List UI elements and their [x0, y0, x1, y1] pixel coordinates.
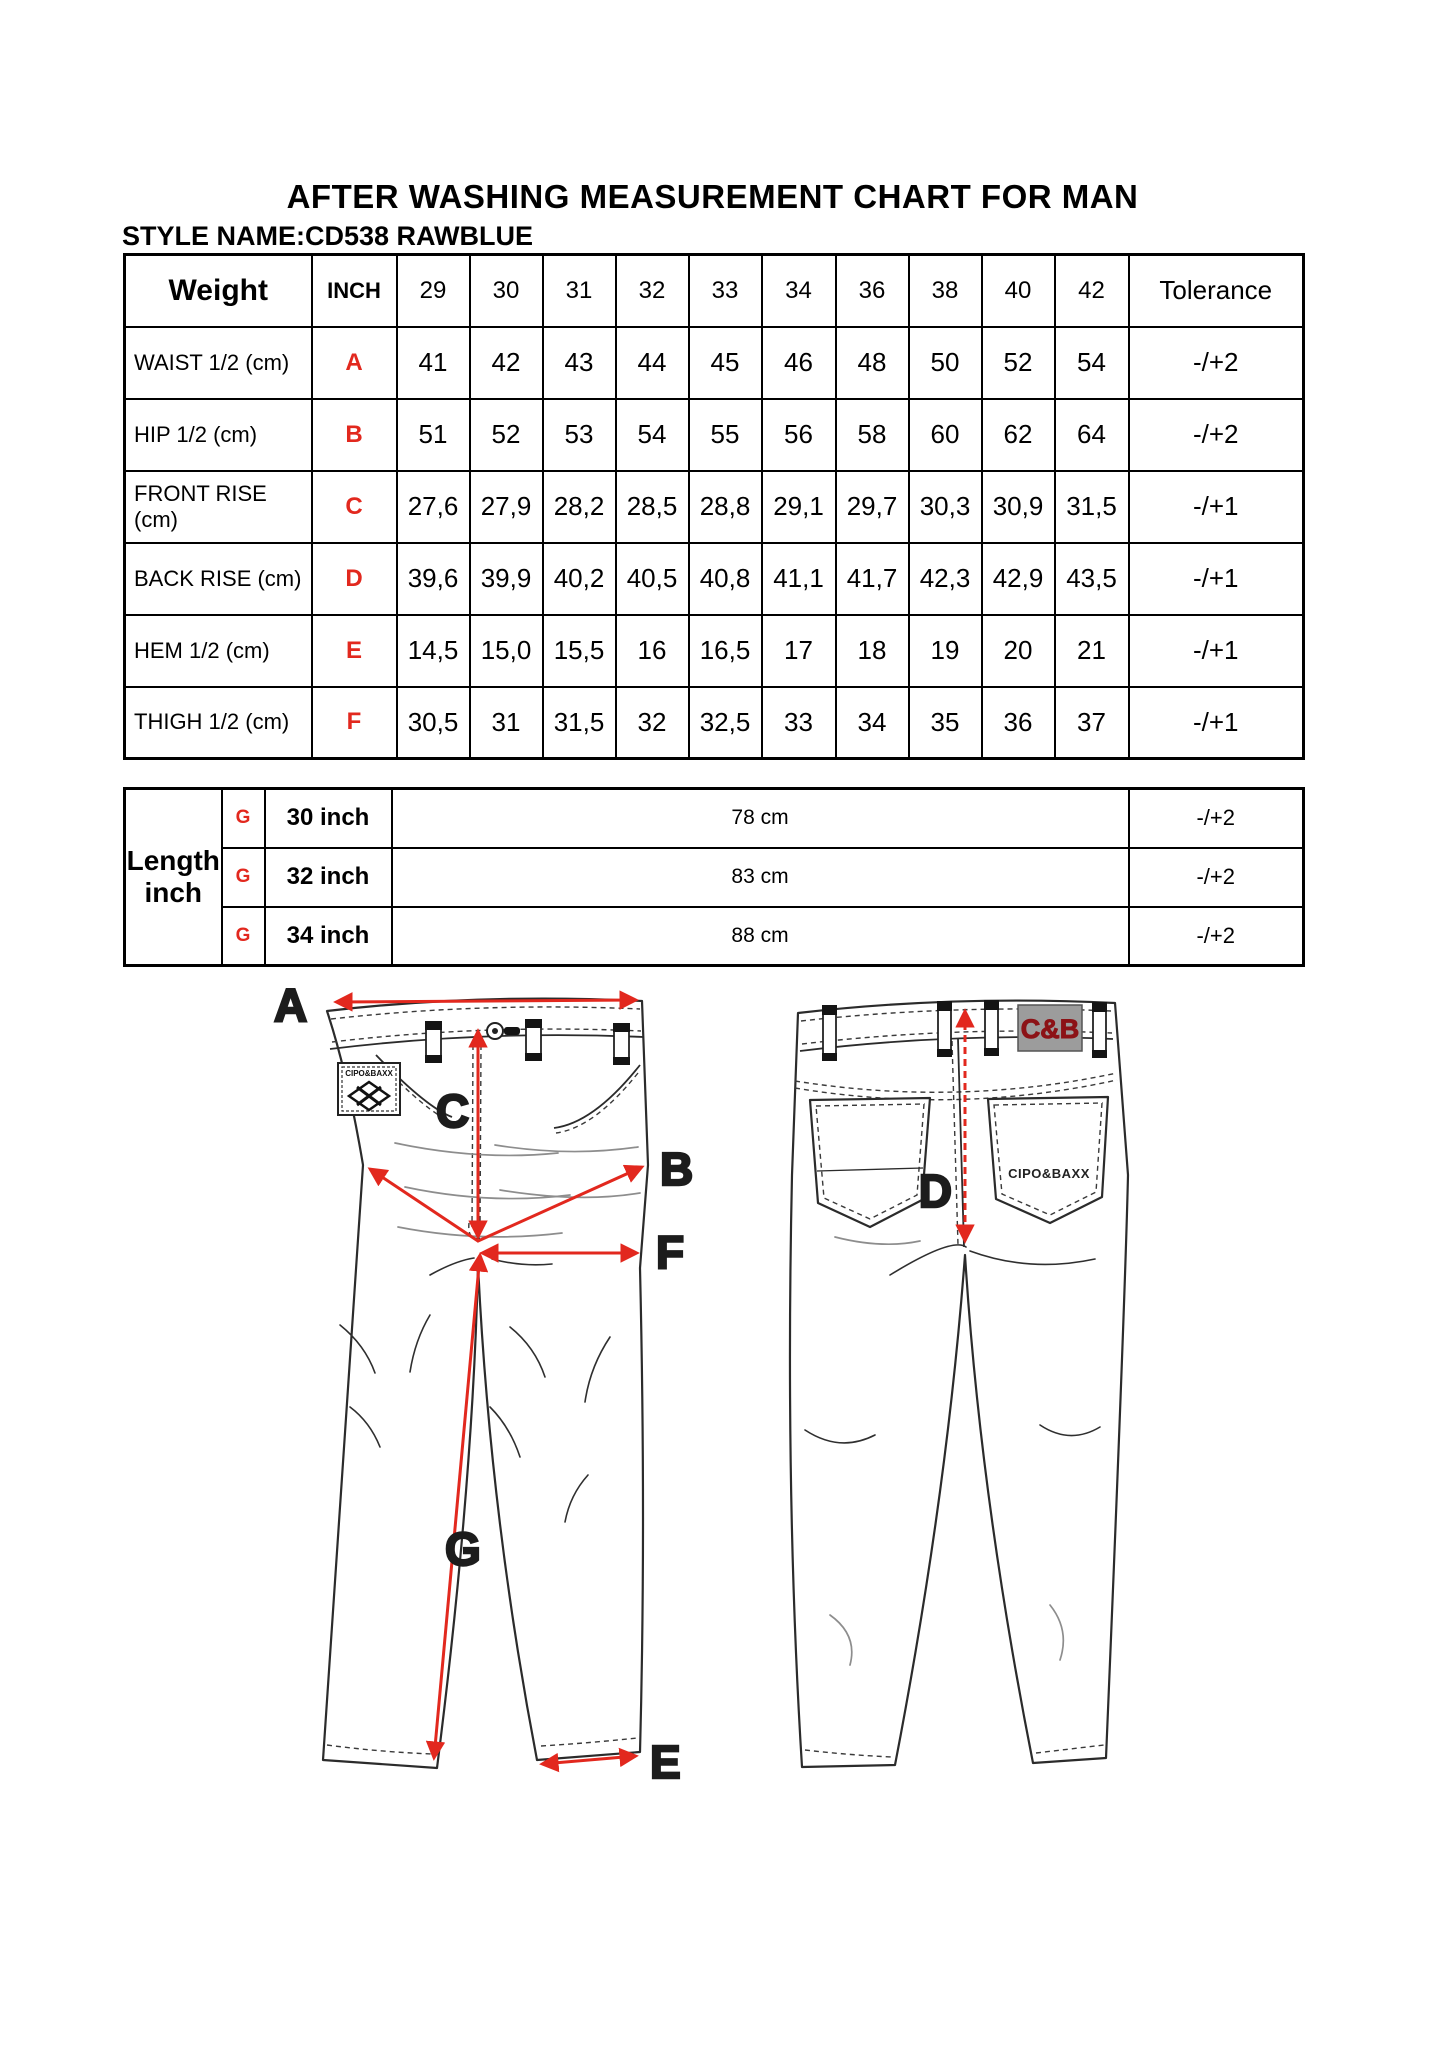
- measure-label-g: G: [445, 1523, 481, 1575]
- back-pocket-brand-text: CIPO&BAXX: [1008, 1166, 1090, 1181]
- measurement-cell: 52: [470, 399, 543, 471]
- tolerance-cell: -/+1: [1129, 543, 1304, 615]
- measure-arrow-a: [336, 1000, 636, 1002]
- length-cm-cell: 88 cm: [392, 907, 1129, 966]
- measurement-cell: 40,2: [543, 543, 616, 615]
- size-col-header: 34: [762, 255, 836, 327]
- row-label: WAIST 1/2 (cm): [125, 327, 312, 399]
- row-letter: D: [312, 543, 397, 615]
- tolerance-cell: -/+2: [1129, 848, 1304, 907]
- measurement-cell: 15,0: [470, 615, 543, 687]
- tolerance-cell: -/+1: [1129, 471, 1304, 543]
- row-letter: G: [222, 848, 265, 907]
- weight-header: Weight: [125, 255, 312, 327]
- length-row-32: [125, 848, 1304, 907]
- length-inch-cell: 34 inch: [265, 907, 392, 966]
- row-label: HIP 1/2 (cm): [125, 399, 312, 471]
- row-letter: C: [312, 471, 397, 543]
- measurement-cell: 15,5: [543, 615, 616, 687]
- measurement-cell: 28,2: [543, 471, 616, 543]
- measure-label-d: D: [918, 1165, 952, 1217]
- measurement-cell: 41,7: [836, 543, 909, 615]
- measurement-cell: 29,1: [762, 471, 836, 543]
- jeans-measurement-diagram: [190, 975, 1130, 1805]
- measure-label-e: E: [650, 1736, 681, 1788]
- tolerance-cell: -/+2: [1129, 399, 1304, 471]
- measurement-row-hip: [125, 399, 1304, 471]
- measurement-cell: 43,5: [1055, 543, 1129, 615]
- tolerance-cell: -/+2: [1129, 907, 1304, 966]
- measurement-cell: 42,3: [909, 543, 982, 615]
- row-letter: F: [312, 687, 397, 759]
- measurement-cell: 28,8: [689, 471, 762, 543]
- inch-header: INCH: [312, 255, 397, 327]
- measurement-cell: 31,5: [543, 687, 616, 759]
- tolerance-cell: -/+2: [1129, 327, 1304, 399]
- measurement-cell: 50: [909, 327, 982, 399]
- waist-brand-tag: [1018, 1005, 1082, 1051]
- tolerance-cell: -/+2: [1129, 789, 1304, 848]
- measurement-cell: 19: [909, 615, 982, 687]
- measure-label-b: B: [660, 1143, 694, 1195]
- row-label: HEM 1/2 (cm): [125, 615, 312, 687]
- length-row-30: [125, 789, 1304, 848]
- measure-label-a: A: [274, 979, 308, 1031]
- size-table: [123, 253, 1305, 760]
- measurement-cell: 43: [543, 327, 616, 399]
- size-col-header: 31: [543, 255, 616, 327]
- measurement-row-back-rise: [125, 543, 1304, 615]
- front-patch-brand-text: CIPO&BAXX: [345, 1069, 393, 1078]
- measurement-cell: 54: [1055, 327, 1129, 399]
- measurement-cell: 28,5: [616, 471, 689, 543]
- measurement-cell: 40,8: [689, 543, 762, 615]
- length-table-label: Length inch: [125, 789, 222, 966]
- size-col-header: 36: [836, 255, 909, 327]
- measurement-cell: 27,6: [397, 471, 470, 543]
- measurement-cell: 32: [616, 687, 689, 759]
- size-col-header: 33: [689, 255, 762, 327]
- measurement-cell: 20: [982, 615, 1055, 687]
- measurement-cell: 21: [1055, 615, 1129, 687]
- length-table: [123, 787, 1305, 967]
- measurement-cell: 60: [909, 399, 982, 471]
- measurement-cell: 46: [762, 327, 836, 399]
- length-cm-cell: 83 cm: [392, 848, 1129, 907]
- measurement-cell: 55: [689, 399, 762, 471]
- measurement-cell: 62: [982, 399, 1055, 471]
- measurement-row-hem: [125, 615, 1304, 687]
- measurement-cell: 44: [616, 327, 689, 399]
- measurement-cell: 35: [909, 687, 982, 759]
- measurement-cell: 42: [470, 327, 543, 399]
- measurement-cell: 56: [762, 399, 836, 471]
- measurement-cell: 18: [836, 615, 909, 687]
- measurement-cell: 36: [982, 687, 1055, 759]
- size-col-header: 38: [909, 255, 982, 327]
- back-jeans-drawing: [790, 1000, 1128, 1767]
- measurement-cell: 16,5: [689, 615, 762, 687]
- length-cm-cell: 78 cm: [392, 789, 1129, 848]
- size-col-header: 32: [616, 255, 689, 327]
- measurement-cell: 52: [982, 327, 1055, 399]
- measurement-cell: 39,6: [397, 543, 470, 615]
- tolerance-cell: -/+1: [1129, 615, 1304, 687]
- row-letter: B: [312, 399, 397, 471]
- measurement-row-waist: [125, 327, 1304, 399]
- row-letter: E: [312, 615, 397, 687]
- length-inch-cell: 30 inch: [265, 789, 392, 848]
- waist-tag-text: C&B: [1020, 1014, 1080, 1044]
- measurement-cell: 33: [762, 687, 836, 759]
- measurement-cell: 54: [616, 399, 689, 471]
- measurement-cell: 29,7: [836, 471, 909, 543]
- measurement-cell: 27,9: [470, 471, 543, 543]
- tolerance-cell: -/+1: [1129, 687, 1304, 759]
- row-letter: G: [222, 789, 265, 848]
- measurement-cell: 48: [836, 327, 909, 399]
- measurement-cell: 64: [1055, 399, 1129, 471]
- measurement-cell: 34: [836, 687, 909, 759]
- measurement-cell: 41,1: [762, 543, 836, 615]
- length-row-34: [125, 907, 1304, 966]
- measurement-cell: 41: [397, 327, 470, 399]
- row-label: FRONT RISE (cm): [125, 471, 312, 543]
- size-col-header: 29: [397, 255, 470, 327]
- length-inch-cell: 32 inch: [265, 848, 392, 907]
- measurement-cell: 32,5: [689, 687, 762, 759]
- measurement-cell: 14,5: [397, 615, 470, 687]
- measurement-cell: 30,3: [909, 471, 982, 543]
- page-title: AFTER WASHING MEASUREMENT CHART FOR MAN: [286, 178, 1139, 215]
- measurement-row-front-rise: [125, 471, 1304, 543]
- measure-label-c: C: [436, 1085, 470, 1137]
- tolerance-header: Tolerance: [1129, 255, 1304, 327]
- measurement-cell: 16: [616, 615, 689, 687]
- back-pocket-right: [988, 1097, 1108, 1223]
- measurement-cell: 30,9: [982, 471, 1055, 543]
- row-label: BACK RISE (cm): [125, 543, 312, 615]
- measurement-cell: 17: [762, 615, 836, 687]
- measurement-row-thigh: [125, 687, 1304, 759]
- front-brand-patch: [338, 1063, 400, 1115]
- measure-label-f: F: [656, 1226, 685, 1278]
- measurement-cell: 31: [470, 687, 543, 759]
- measurement-cell: 37: [1055, 687, 1129, 759]
- size-col-header: 42: [1055, 255, 1129, 327]
- measurement-cell: 40,5: [616, 543, 689, 615]
- measurement-cell: 31,5: [1055, 471, 1129, 543]
- size-col-header: 40: [982, 255, 1055, 327]
- measurement-cell: 51: [397, 399, 470, 471]
- measurement-cell: 58: [836, 399, 909, 471]
- front-jeans-drawing: [274, 979, 693, 1788]
- row-letter: G: [222, 907, 265, 966]
- size-table-header-row: [125, 255, 1304, 327]
- measurement-cell: 45: [689, 327, 762, 399]
- measurement-cell: 42,9: [982, 543, 1055, 615]
- measurement-cell: 30,5: [397, 687, 470, 759]
- style-name: STYLE NAME:CD538 RAWBLUE: [122, 221, 534, 251]
- size-col-header: 30: [470, 255, 543, 327]
- row-label: THIGH 1/2 (cm): [125, 687, 312, 759]
- measurement-cell: 53: [543, 399, 616, 471]
- button-bar: [504, 1027, 520, 1035]
- row-letter: A: [312, 327, 397, 399]
- measurement-cell: 39,9: [470, 543, 543, 615]
